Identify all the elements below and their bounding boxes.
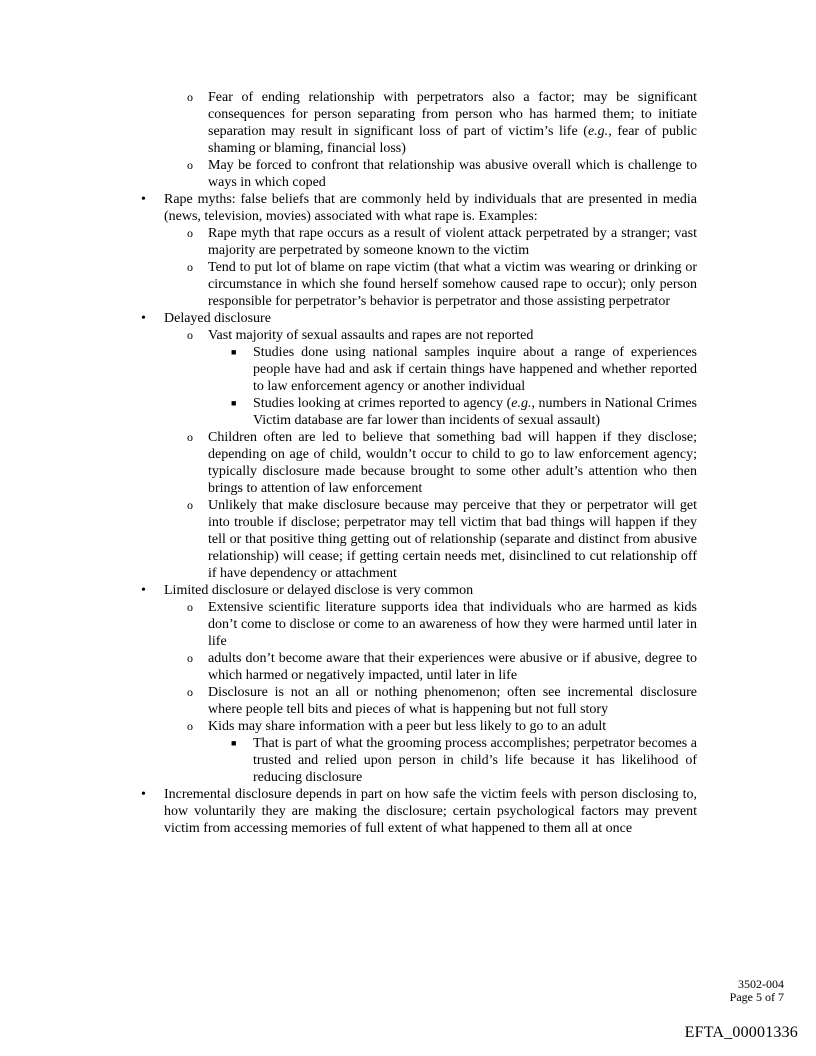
circle-marker: o [187, 430, 193, 444]
outline-item-level-1 [141, 582, 697, 599]
outline-item-level-2 [187, 718, 697, 735]
outline-item-text: Incremental disclosure depends in part on how safe the victim feels with person disclosing to, how voluntarily they are making the disclosure; certain psychological factors may prevent victim from accessing memories of full extent of what happened to them all at once [164, 787, 697, 836]
outline-item-level-2 [187, 225, 697, 259]
square-marker: ■ [231, 738, 237, 748]
outline-item-level-2 [187, 259, 697, 310]
outline-item-text: Fear of ending relationship with perpetrators also a factor; may be significant consequences for person separating from person who has harmed them; to initiate separation may result in significant loss of part of victim’s life (e.g., fear of public shaming or blaming, financial loss) [208, 90, 697, 156]
outline-item-level-2 [187, 599, 697, 650]
outline-item-level-2 [187, 497, 697, 582]
outline-item-text: Disclosure is not an all or nothing phenomenon; often see incremental disclosure where people tell bits and pieces of what is happening but not full story [208, 685, 697, 717]
bullet-marker: • [141, 311, 146, 326]
circle-marker: o [187, 226, 193, 240]
outline-item-level-1 [141, 310, 697, 327]
circle-marker: o [187, 328, 193, 342]
outline-item-level-2 [187, 157, 697, 191]
outline-item-text: Rape myth that rape occurs as a result of violent attack perpetrated by a stranger; vast majority are perpetrated by someone known to the victim [208, 226, 697, 258]
outline-item-text: Delayed disclosure [164, 311, 271, 326]
square-marker: ■ [231, 398, 237, 408]
circle-marker: o [187, 498, 193, 512]
outline-item-level-2 [187, 429, 697, 497]
outline-item-text: Tend to put lot of blame on rape victim (that what a victim was wearing or drinking or circumstance in which she found herself somehow caused rape to occur); only person responsible for perpetrator’s behavior is perpetrator and those assisting perpetrator [208, 260, 697, 309]
outline-item-text: Limited disclosure or delayed disclose is very common [164, 583, 474, 598]
circle-marker: o [187, 600, 193, 614]
outline-item-text: Kids may share information with a peer but less likely to go to an adult [208, 719, 607, 734]
circle-marker: o [187, 651, 193, 665]
bullet-marker: • [141, 192, 146, 207]
circle-marker: o [187, 260, 193, 274]
document-number: 3502-004 [738, 977, 784, 991]
document-body [0, 89, 816, 837]
outline-item-text: Rape myths: false beliefs that are commonly held by individuals that are presented in media (news, television, movies) associated with what rape is. Examples: [164, 192, 697, 224]
outline-item-text: May be forced to confront that relationship was abusive overall which is challenge to ways in which coped [208, 158, 697, 190]
outline-item-text: That is part of what the grooming process accomplishes; perpetrator becomes a trusted and relied upon person in child’s life because it has likelihood of reducing disclosure [253, 736, 697, 785]
outline-item-level-2 [187, 684, 697, 718]
page-number: Page 5 of 7 [729, 990, 784, 1004]
outline-item-text: adults don’t become aware that their experiences were abusive or if abusive, degree to which harmed or negatively impacted, until later in life [208, 651, 697, 683]
outline-item-level-3 [231, 344, 697, 395]
page-footer [730, 978, 784, 1004]
outline-item-level-2 [187, 650, 697, 684]
bates-stamp: EFTA_00001336 [684, 1024, 798, 1041]
outline-item-level-3 [231, 735, 697, 786]
outline-item-text: Studies done using national samples inquire about a range of experiences people have had and ask if certain things have happened and whether reported to law enforcement agency or another individual [253, 345, 697, 394]
outline-item-level-1 [141, 191, 697, 225]
outline-item-text: Extensive scientific literature supports idea that individuals who are harmed as kids don’t come to disclose or come to an awareness of how they were harmed until later in life [208, 600, 697, 649]
outline-item-level-1 [141, 786, 697, 837]
outline-item-level-3 [231, 395, 697, 429]
outline-item-text: Studies looking at crimes reported to agency (e.g., numbers in National Crimes Victim database are far lower than incidents of sexual assault) [253, 396, 697, 428]
square-marker: ■ [231, 347, 237, 357]
circle-marker: o [187, 719, 193, 733]
outline-item-text: Vast majority of sexual assaults and rapes are not reported [208, 328, 534, 343]
outline-item-text: Unlikely that make disclosure because may perceive that they or perpetrator will get into trouble if disclose; perpetrator may tell victim that bad things will happen if they tell or that positive thing getting out of relationship (separate and distinct from abusive relationship) will cease; if getting certain needs met, disinclined to cut relationship off if have dependency or attachment [208, 498, 697, 581]
outline-item-level-2 [187, 327, 697, 344]
circle-marker: o [187, 685, 193, 699]
bullet-marker: • [141, 787, 146, 802]
circle-marker: o [187, 90, 193, 104]
outline-item-text: Children often are led to believe that something bad will happen if they disclose; depending on age of child, wouldn’t occur to child to go to law enforcement agency; typically disclosure made because brought to some other adult’s attention who then brings to attention of law enforcement [208, 430, 697, 496]
circle-marker: o [187, 158, 193, 172]
outline-item-level-2 [187, 89, 697, 157]
bullet-marker: • [141, 583, 146, 598]
